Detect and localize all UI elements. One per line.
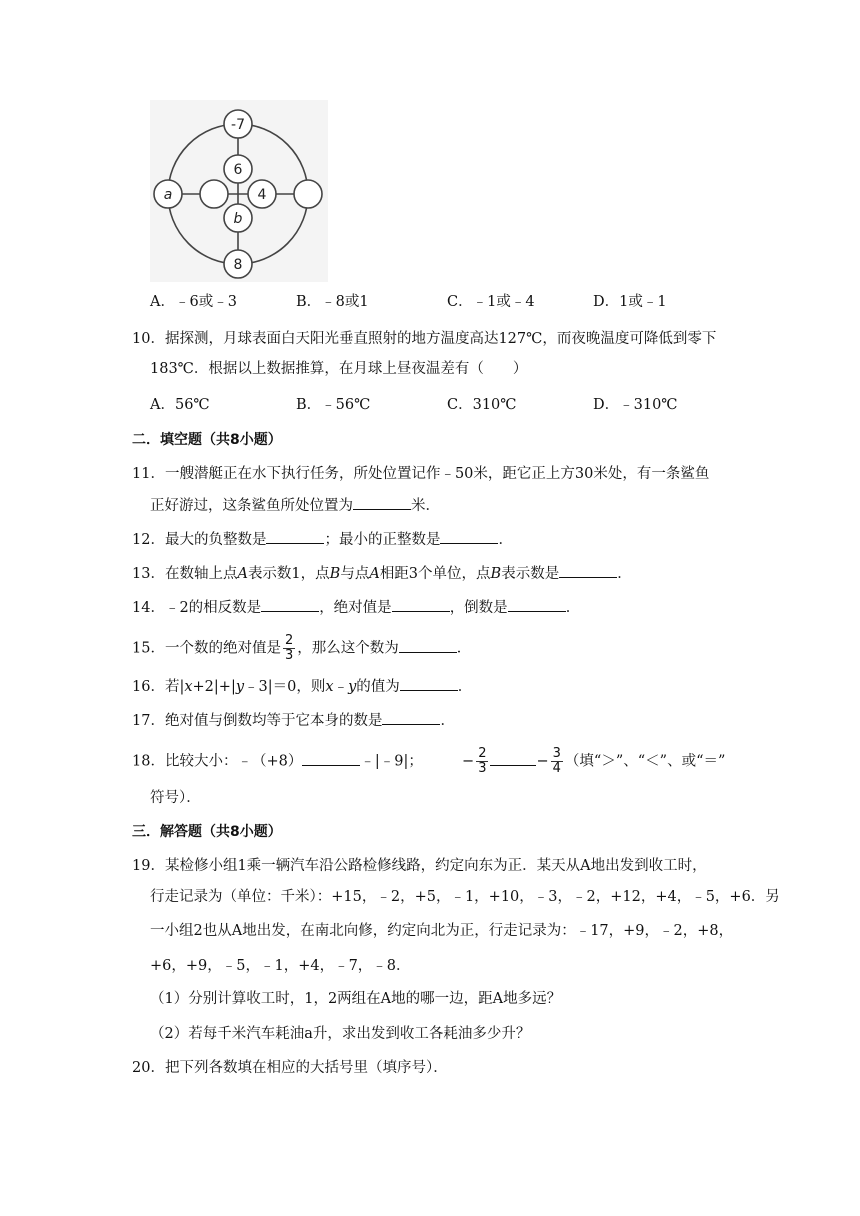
q20: 20．把下列各数填在相应的大括号里（填序号）． [132, 1060, 448, 1076]
node-right [294, 180, 322, 208]
q18-fraction1: $\frac{2}{3}$ [478, 746, 487, 776]
q15-fraction: $\frac{2}{3}$ [284, 633, 294, 663]
q12-blank1[interactable] [266, 529, 324, 544]
q13-blank[interactable] [559, 563, 617, 578]
label-left: a [163, 187, 173, 203]
q19-sub2: （2）若每千米汽车耗油a升，求出发到收工各耗油多少升？ [150, 1026, 531, 1042]
q18-line1: 18．比较大小：﹣（+8） ﹣|﹣9|； − $\frac{2}{3}$ − $\frac{3}{4}$ （填“＞”、“＜”、或“＝” [132, 746, 726, 776]
q9-option-b: B．﹣8或1 [296, 294, 369, 310]
q10-line1: 10．据探测，月球表面白天阳光垂直照射的地方温度高达127℃，而夜晚温度可降低到零下 [132, 331, 717, 347]
q18-blank2[interactable] [490, 751, 536, 766]
node-inner-left [200, 180, 228, 208]
section2-heading: 二．填空题（共8小题） [132, 432, 282, 448]
q14-blank1[interactable] [261, 597, 319, 612]
q16-blank[interactable] [400, 676, 458, 691]
q18-blank1[interactable] [302, 751, 360, 766]
q12-blank2[interactable] [440, 529, 498, 544]
section3-heading: 三．解答题（共8小题） [132, 824, 282, 840]
q10-option-c: C．310℃ [447, 397, 517, 413]
label-top: -7 [231, 117, 245, 133]
q10-option-d: D．﹣310℃ [593, 397, 678, 413]
q17-blank[interactable] [382, 710, 440, 725]
q15: 15．一个数的绝对值是 $\frac{2}{3}$ ，那么这个数为 ． [132, 633, 472, 663]
q11-line1: 11．一艘潜艇正在水下执行任务，所处位置记作﹣50米，距它正上方30米处，有一条鲨鱼 [132, 466, 710, 482]
q10-option-b: B．﹣56℃ [296, 397, 371, 413]
circle-diagram [150, 100, 328, 282]
q10-option-a: A．56℃ [150, 397, 210, 413]
q13: 13．在数轴上点A表示数1，点B与点A相距3个单位，点B表示数是 ． [132, 563, 632, 584]
q10-line2: 183℃．根据以上数据推算，在月球上昼夜温差有（ ） [150, 361, 528, 377]
q19-line1: 19．某检修小组1乘一辆汽车沿公路检修线路，约定向东为正．某天从A地出发到收工时， [132, 858, 707, 874]
q14: 14．﹣2的相反数是 ，绝对值是 ，倒数是 ． [132, 597, 580, 618]
q19-line2: 行走记录为（单位：千米）：+15，﹣2，+5，﹣1，+10，﹣3，﹣2，+12，+4，﹣5，+6．另 [150, 889, 780, 905]
q19-sub1: （1）分别计算收工时，1，2两组在A地的哪一边，距A地多远？ [150, 991, 562, 1007]
q18-fraction2: $\frac{3}{4}$ [552, 746, 561, 776]
q16: 16．若|x+2|+|y﹣3|＝0，则x﹣y的值为 ． [132, 676, 472, 697]
q17: 17．绝对值与倒数均等于它本身的数是 ． [132, 710, 455, 731]
circle-diagram-svg [150, 100, 328, 282]
q11-line2: 正好游过，这条鲨鱼所处位置为 米． [150, 495, 440, 516]
q19-line3: 一小组2也从A地出发，在南北向修，约定向北为正，行走记录为：﹣17，+9，﹣2，+8， [150, 923, 734, 939]
q19-line4: +6，+9，﹣5，﹣1，+4，﹣7，﹣8． [150, 958, 411, 974]
label-inner-right: 4 [257, 187, 267, 203]
label-inner-bottom: b [233, 211, 243, 227]
label-bottom: 8 [233, 257, 243, 273]
q12: 12．最大的负整数是 ；最小的正整数是 ． [132, 529, 513, 550]
q14-blank2[interactable] [392, 597, 450, 612]
q11-blank[interactable] [353, 495, 411, 510]
label-inner-top: 6 [233, 162, 243, 178]
q9-option-c: C．﹣1或﹣4 [447, 294, 535, 310]
q15-blank[interactable] [399, 638, 457, 653]
q18-line2: 符号）． [150, 790, 201, 806]
q9-option-a: A．﹣6或﹣3 [150, 294, 237, 310]
q9-option-d: D．1或﹣1 [593, 294, 667, 310]
q14-blank3[interactable] [508, 597, 566, 612]
